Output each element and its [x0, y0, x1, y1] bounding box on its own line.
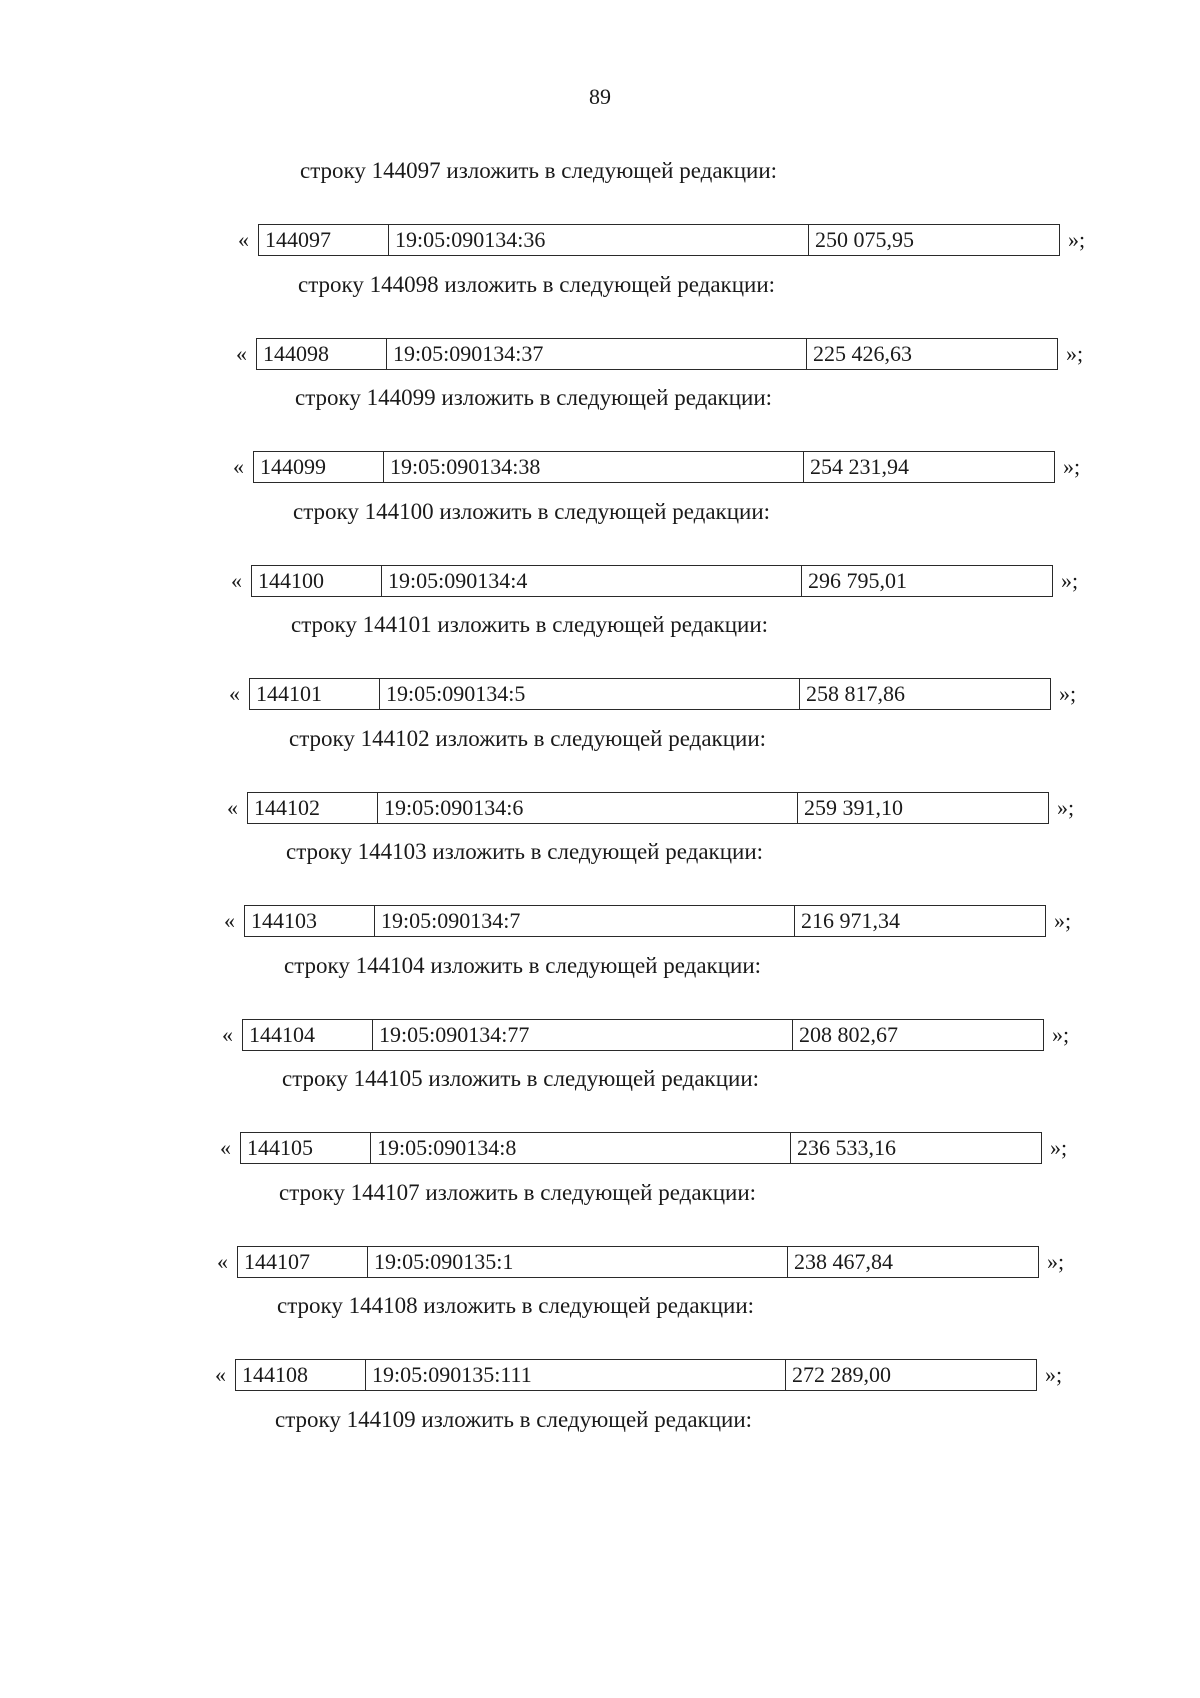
row-table: [242, 1019, 1044, 1051]
row-number-cell: 144098: [257, 339, 387, 369]
row-number-cell: 144097: [259, 225, 389, 255]
instruction-text: строку 144104 изложить в следующей редакции:: [284, 952, 762, 978]
quote-open: «: [231, 567, 242, 593]
quote-close: »;: [1063, 454, 1081, 479]
quote-close: »;: [1061, 567, 1079, 593]
cadastral-number-cell: 19:05:090135:1: [368, 1247, 788, 1277]
instruction-text: строку 144105 изложить в следующей редакции:: [282, 1066, 760, 1091]
value-cell: 259 391,10: [804, 794, 903, 820]
cadastral-number-cell: 19:05:090135:111: [366, 1360, 786, 1390]
cadastral-number-cell: 19:05:090134:6: [378, 793, 798, 823]
quote-close: »;: [1050, 1135, 1068, 1160]
value-cell: 296 795,01: [808, 567, 907, 593]
row-number-cell: 144105: [241, 1133, 371, 1163]
quote-close: »;: [1052, 1021, 1070, 1047]
row-number-cell: 144101: [250, 679, 380, 709]
value-cell: 238 467,84: [794, 1248, 893, 1274]
row-number-cell: 144108: [236, 1360, 366, 1390]
row-table: [237, 1246, 1039, 1278]
cadastral-number-cell: 19:05:090134:4: [382, 566, 802, 596]
cadastral-number-cell: 19:05:090134:5: [380, 679, 800, 709]
value-cell: 272 289,00: [792, 1362, 891, 1387]
value-cell: 250 075,95: [815, 227, 914, 252]
instruction-text: строку 144107 изложить в следующей редакции:: [279, 1179, 757, 1205]
row-number-cell: 144103: [245, 906, 375, 936]
value-cell: 254 231,94: [810, 454, 909, 479]
quote-open: «: [224, 908, 235, 933]
cadastral-number-cell: 19:05:090134:8: [371, 1133, 791, 1163]
instruction-text: строку 144100 изложить в следующей редакции:: [293, 498, 771, 524]
value-cell: 258 817,86: [806, 681, 905, 706]
quote-close: »;: [1066, 340, 1084, 366]
quote-open: «: [220, 1135, 231, 1160]
row-number-cell: 144104: [243, 1020, 373, 1050]
row-table: [244, 905, 1046, 937]
quote-open: «: [236, 340, 247, 366]
row-table: [253, 451, 1055, 483]
quote-close: »;: [1068, 227, 1086, 252]
instruction-text: строку 144099 изложить в следующей редакции:: [295, 385, 773, 410]
quote-open: «: [217, 1248, 228, 1274]
quote-close: »;: [1047, 1248, 1065, 1274]
instruction-text: строку 144098 изложить в следующей редакции:: [298, 271, 776, 297]
value-cell: 225 426,63: [813, 340, 912, 366]
quote-close: »;: [1054, 908, 1072, 933]
row-number-cell: 144099: [254, 452, 384, 482]
quote-close: »;: [1057, 794, 1075, 820]
quote-close: »;: [1059, 681, 1077, 706]
cadastral-number-cell: 19:05:090134:37: [387, 339, 807, 369]
cadastral-number-cell: 19:05:090134:36: [389, 225, 809, 255]
instruction-text: строку 144103 изложить в следующей редакции:: [286, 839, 764, 864]
row-table: [235, 1359, 1037, 1391]
row-number-cell: 144107: [238, 1247, 368, 1277]
page-number: 89: [589, 84, 611, 109]
row-number-cell: 144102: [248, 793, 378, 823]
cadastral-number-cell: 19:05:090134:7: [375, 906, 795, 936]
row-table: [247, 792, 1049, 824]
cadastral-number-cell: 19:05:090134:77: [373, 1020, 793, 1050]
instruction-text: строку 144108 изложить в следующей редакции:: [277, 1293, 755, 1318]
instruction-text: строку 144101 изложить в следующей редакции:: [291, 612, 769, 637]
quote-open: «: [215, 1362, 226, 1387]
quote-open: «: [238, 227, 249, 252]
instruction-text: строку 144102 изложить в следующей редакции:: [289, 725, 767, 751]
quote-close: »;: [1045, 1362, 1063, 1387]
value-cell: 208 802,67: [799, 1021, 898, 1047]
quote-open: «: [229, 681, 240, 706]
row-number-cell: 144100: [252, 566, 382, 596]
row-table: [251, 565, 1053, 597]
instruction-text: строку 144109 изложить в следующей редакции:: [275, 1406, 753, 1432]
row-table: [258, 224, 1060, 256]
row-table: [256, 338, 1058, 370]
instruction-text: строку 144097 изложить в следующей редакции:: [300, 158, 778, 183]
row-table: [249, 678, 1051, 710]
quote-open: «: [222, 1021, 233, 1047]
row-table: [240, 1132, 1042, 1164]
quote-open: «: [233, 454, 244, 479]
cadastral-number-cell: 19:05:090134:38: [384, 452, 804, 482]
value-cell: 236 533,16: [797, 1135, 896, 1160]
quote-open: «: [227, 794, 238, 820]
value-cell: 216 971,34: [801, 908, 900, 933]
